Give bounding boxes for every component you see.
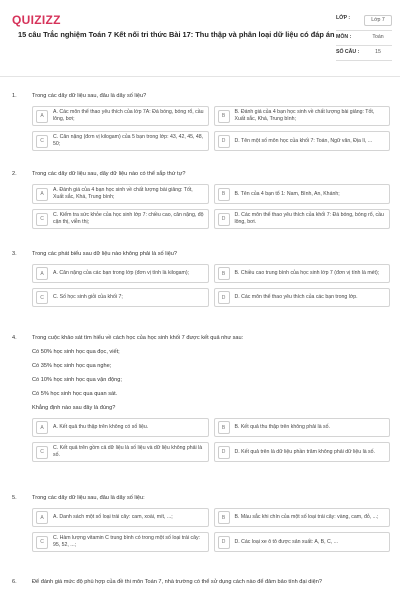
option-text: A. Danh sách một số loại trái cây: cam, xoài, mít, ...; <box>53 514 173 520</box>
option-letter: C <box>36 213 48 226</box>
option-letter: C <box>36 536 48 549</box>
option-b[interactable] <box>214 106 391 126</box>
option-text: D. Các môn thể thao yêu thích của khối 7: Đá bóng, bóng rổ, cầu lông, bơi. <box>234 212 384 225</box>
header-divider <box>0 76 400 77</box>
meta-class-row <box>336 12 392 31</box>
option-d[interactable] <box>214 532 391 552</box>
question-stem-line: Khẳng định nào sau đây là đúng? <box>32 405 116 411</box>
option-letter: D <box>218 291 230 304</box>
question-text: Trong các dãy dữ liệu sau, đâu là dãy số liệu? <box>32 93 147 99</box>
meta-count-row <box>336 46 392 61</box>
option-d[interactable] <box>214 442 391 462</box>
question-3 <box>12 250 390 307</box>
option-letter: B <box>218 421 230 434</box>
option-a[interactable] <box>32 264 209 283</box>
option-letter: B <box>218 267 230 280</box>
option-letter: C <box>36 135 48 148</box>
option-b[interactable] <box>214 184 391 204</box>
question-number: 3. <box>12 251 17 257</box>
worksheet-meta <box>336 12 392 61</box>
question-stem-line: Có 35% học sinh học qua nghe; <box>32 363 112 369</box>
question-5 <box>12 494 390 552</box>
option-b[interactable] <box>214 264 391 283</box>
option-text: B. Đánh giá của 4 bạn học sinh về chất lượng bài giảng: Tốt, Xuất sắc, Khá, Trung bình; <box>234 109 375 122</box>
option-c[interactable] <box>32 532 209 552</box>
question-number: 4. <box>12 335 17 341</box>
option-letter: A <box>36 511 48 524</box>
option-text: D. Kết quả trên là dữ liệu phần trăm không phải dữ liệu là số. <box>234 448 375 455</box>
option-letter: D <box>218 536 230 549</box>
option-text: A. Cân nặng của các bạn trong lớp (đơn vị tính là kilogam); <box>53 270 189 276</box>
meta-value: Lớp 7 <box>364 15 392 26</box>
option-c[interactable] <box>32 442 209 462</box>
option-text: C. Kết quả trên gồm cả dữ liệu là số liệu và dữ liệu không phải là số. <box>53 445 203 458</box>
question-1 <box>12 92 390 151</box>
option-text: B. Kết quả thu thập trên không phải là số. <box>234 424 330 430</box>
option-letter: A <box>36 421 48 434</box>
option-d[interactable] <box>214 131 391 151</box>
option-c[interactable] <box>32 209 209 229</box>
option-b[interactable] <box>214 418 391 437</box>
meta-label: SỐ CÂU : <box>336 49 360 55</box>
option-text: D. Các môn thể thao yêu thích của các bạn trong lớp. <box>234 294 358 300</box>
option-letter: B <box>218 188 230 201</box>
option-text: A. Các môn thể thao yêu thích của lớp 7A: Đá bóng, bóng rổ, cầu lông, bơi; <box>53 109 204 122</box>
option-a[interactable] <box>32 106 209 126</box>
meta-value: Toán <box>372 34 384 40</box>
option-letter: D <box>218 213 230 226</box>
question-stem-line: Có 10% học sinh học qua vận động; <box>32 377 122 383</box>
option-a[interactable] <box>32 184 209 204</box>
option-text: B. Tên của 4 bạn tổ 1: Nam, Bình, An, Khánh; <box>234 190 340 197</box>
worksheet-title: 15 câu Trắc nghiệm Toán 7 Kết nối tri thức Bài 17: Thu thập và phân loại dữ liệu có đáp án <box>18 30 335 39</box>
question-4 <box>12 334 390 462</box>
option-text: C. Cân nặng (đơn vị kilogam) của 5 bạn trong lớp: 43, 42, 45, 48, 50; <box>53 134 204 147</box>
option-b[interactable] <box>214 508 391 527</box>
option-text: B. Màu sắc khi chín của một số loại trái cây: vàng, cam, đỏ, ...; <box>234 514 379 520</box>
question-6 <box>12 578 390 586</box>
question-number: 5. <box>12 495 17 501</box>
meta-label: LỚP : <box>336 15 351 21</box>
question-stem-line: Có 50% học sinh học qua đọc, viết; <box>32 349 120 355</box>
option-letter: A <box>36 110 48 123</box>
option-letter: A <box>36 267 48 280</box>
question-stem-line: Có 5% học sinh học qua quan sát. <box>32 391 118 397</box>
question-number: 1. <box>12 93 17 99</box>
meta-label: MÔN : <box>336 34 352 40</box>
option-a[interactable] <box>32 508 209 527</box>
question-text: Để đánh giá mức độ phù hợp của đề thi môn Toán 7, nhà trường có thể sử dụng cách nào để đảm bảo tính đại diện? <box>32 579 322 585</box>
meta-subject-row <box>336 31 392 46</box>
option-text: D. Các loại xe ô tô được sản xuất: A, B, C, ... <box>234 538 338 545</box>
option-d[interactable] <box>214 288 391 307</box>
question-text: Trong cuộc khảo sát tìm hiểu về cách học của học sinh khối 7 được kết quả như sau: <box>32 335 244 341</box>
question-text: Trong các dãy dữ liệu sau, dãy dữ liệu nào có thể sắp thứ tự? <box>32 171 186 177</box>
option-text: D. Tên một số môn học của khối 7: Toán, Ngữ văn, Địa lí, ... <box>234 137 373 144</box>
option-a[interactable] <box>32 418 209 437</box>
option-c[interactable] <box>32 131 209 151</box>
option-letter: C <box>36 446 48 459</box>
option-c[interactable] <box>32 288 209 307</box>
meta-value: 15 <box>375 49 381 55</box>
option-text: A. Đánh giá của 4 bạn học sinh về chất lượng bài giảng: Tốt, Xuất sắc, Khá, Trung bình; <box>53 187 193 200</box>
option-letter: D <box>218 446 230 459</box>
option-text: C. Hàm lượng vitamin C trung bình có trong một số loại trái cây: 95, 52, ...; <box>53 535 200 548</box>
option-text: C. Kiểm tra sức khỏe của học sinh lớp 7: chiều cao, cân nặng, độ cận thị, viễn thị; <box>53 212 204 225</box>
question-text: Trong các phát biểu sau dữ liệu nào không phải là số liệu? <box>32 251 178 257</box>
option-d[interactable] <box>214 209 391 229</box>
question-text: Trong các dãy dữ liệu sau, đâu là dãy số liệu: <box>32 495 145 501</box>
question-number: 6. <box>12 579 17 585</box>
option-letter: D <box>218 135 230 148</box>
option-letter: C <box>36 291 48 304</box>
question-number: 2. <box>12 171 17 177</box>
question-2 <box>12 170 390 229</box>
quizizz-logo: QUIZIZZ <box>12 13 61 27</box>
option-text: A. Kết quả thu thập trên không có số liệu. <box>53 424 149 430</box>
option-letter: B <box>218 511 230 524</box>
option-letter: B <box>218 110 230 123</box>
option-letter: A <box>36 188 48 201</box>
option-text: B. Chiều cao trung bình của học sinh lớp 7 (đơn vị tính là mét); <box>234 270 380 276</box>
option-text: C. Số học sinh giỏi của khối 7; <box>53 294 123 300</box>
